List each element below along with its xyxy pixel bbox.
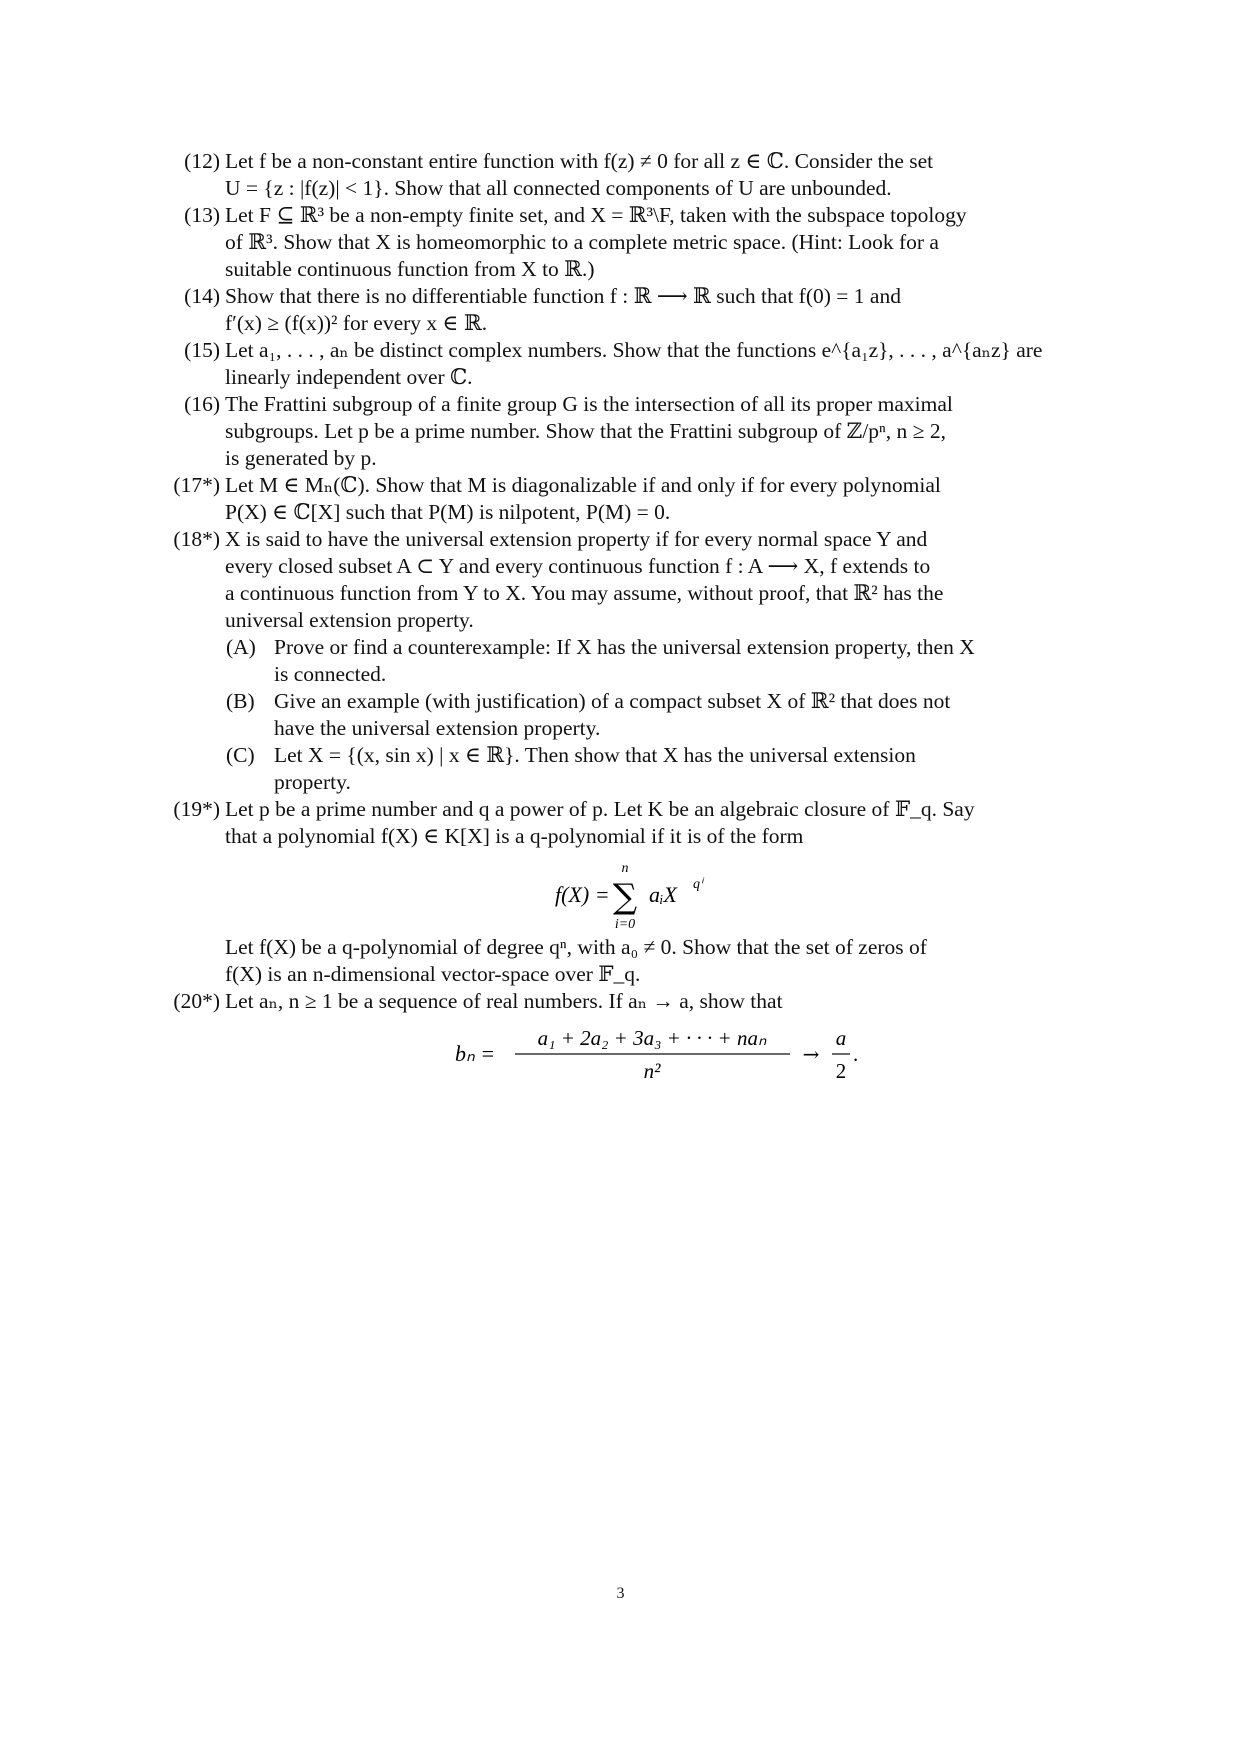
problem-number: (16) xyxy=(184,392,220,416)
problem-20 xyxy=(165,988,1095,1085)
problem-number: (15) xyxy=(184,338,220,362)
problem-number: (18*) xyxy=(173,527,220,551)
text-line: Let f be a non-constant entire function with f(z) ≠ 0 for all z ∈ ℂ. Consider the set xyxy=(225,149,934,173)
subpart-number: (C) xyxy=(226,743,255,767)
text-line: P(X) ∈ ℂ[X] such that P(M) is nilpotent, P(M) = 0. xyxy=(225,500,671,524)
text-line: The Frattini subgroup of a finite group G is the intersection of all its proper maximal xyxy=(225,392,953,416)
fraction-numerator: a₁ + 2a₂ + 3a₃ + · · · + naₙ xyxy=(537,1026,767,1050)
text-line: X is said to have the universal extension property if for every normal space Y and xyxy=(225,527,928,551)
text-line: every closed subset A ⊂ Y and every continuous function f : A ⟶ X, f extends to xyxy=(225,554,931,578)
limit-arrow: → xyxy=(802,1042,820,1066)
rhs-denominator: 2 xyxy=(835,1059,847,1083)
page-number: 3 xyxy=(616,1585,625,1602)
problem-number: (19*) xyxy=(173,797,220,821)
problem-15 xyxy=(165,337,1095,391)
problem-14 xyxy=(165,283,1095,337)
problem-16 xyxy=(165,391,1095,472)
problem-19 xyxy=(165,796,1095,988)
formula-svg xyxy=(225,1023,1095,1085)
formula-period: . xyxy=(853,1042,859,1066)
text-line: Give an example (with justification) of a compact subset X of ℝ² that does not xyxy=(274,689,951,713)
sum-term: aᵢX xyxy=(649,882,677,907)
text-line: Let f(X) be a q-polynomial of degree qⁿ, with a₀ ≠ 0. Show that the set of zeros of xyxy=(225,935,927,959)
text-line: universal extension property. xyxy=(225,608,474,632)
text-line: Let aₙ, n ≥ 1 be a sequence of real numbers. If aₙ → a, show that xyxy=(225,989,783,1013)
problem-number: (13) xyxy=(184,203,220,227)
problem-17 xyxy=(165,472,1095,526)
rhs-numerator: a xyxy=(835,1026,847,1050)
cesaro-limit-formula xyxy=(225,1023,1095,1085)
text-line: subgroups. Let p be a prime number. Show that the Frattini subgroup of ℤ/pⁿ, n ≥ 2, xyxy=(225,419,946,443)
q-polynomial-formula xyxy=(225,858,1095,928)
text-line: Let F ⊆ ℝ³ be a non-empty finite set, and X = ℝ³\F, taken with the subspace topology xyxy=(225,203,967,227)
text-line: Show that there is no differentiable function f : ℝ ⟶ ℝ such that f(0) = 1 and xyxy=(225,284,901,308)
problem-number: (12) xyxy=(184,149,220,173)
problem-number: (20*) xyxy=(173,989,220,1013)
subpart-a xyxy=(225,634,1095,688)
text-line: linearly independent over ℂ. xyxy=(225,365,473,389)
sum-symbol: ∑ xyxy=(612,877,638,917)
fraction-denominator: n² xyxy=(643,1059,661,1083)
text-line: suitable continuous function from X to ℝ.) xyxy=(225,257,595,281)
term-exponent: qⁱ xyxy=(693,877,703,892)
sum-upper-limit: n xyxy=(621,861,629,876)
subpart-number: (B) xyxy=(226,689,255,713)
text-line: property. xyxy=(274,770,351,794)
text-line: is connected. xyxy=(274,662,387,686)
formula-lhs: bₙ = xyxy=(455,1041,496,1066)
text-line: Prove or find a counterexample: If X has the universal extension property, then X xyxy=(274,635,975,659)
problem-list xyxy=(165,148,1095,1091)
text-line: have the universal extension property. xyxy=(274,716,601,740)
text-line: of ℝ³. Show that X is homeomorphic to a complete metric space. (Hint: Look for a xyxy=(225,230,939,254)
sum-lower-limit: i=0 xyxy=(614,917,636,928)
problem-12 xyxy=(165,148,1095,202)
text-line: f(X) is an n-dimensional vector-space over 𝔽_q. xyxy=(225,962,641,986)
formula-svg xyxy=(225,858,1095,928)
problem-18 xyxy=(165,526,1095,796)
problem-13 xyxy=(165,202,1095,283)
text-line: is generated by p. xyxy=(225,446,377,470)
text-line: U = {z : |f(z)| < 1}. Show that all connected components of U are unbounded. xyxy=(225,176,892,200)
formula-lhs: f(X) = xyxy=(555,882,610,907)
subpart-number: (A) xyxy=(226,635,256,659)
text-line: Let a₁, . . . , aₙ be distinct complex numbers. Show that the functions e^{a₁z}, . . . , a^{aₙz} are xyxy=(225,338,1043,362)
subpart-b xyxy=(225,688,1095,742)
text-line: Let p be a prime number and q a power of p. Let K be an algebraic closure of 𝔽_q. Say xyxy=(225,797,975,821)
text-line: f′(x) ≥ (f(x))² for every x ∈ ℝ. xyxy=(225,311,488,335)
text-line: Let X = {(x, sin x) | x ∈ ℝ}. Then show that X has the universal extension xyxy=(274,743,916,767)
text-line: that a polynomial f(X) ∈ K[X] is a q-polynomial if it is of the form xyxy=(225,824,804,848)
text-line: Let M ∈ Mₙ(ℂ). Show that M is diagonalizable if and only if for every polynomial xyxy=(225,473,941,497)
problem-number: (14) xyxy=(184,284,220,308)
text-line: a continuous function from Y to X. You may assume, without proof, that ℝ² has the xyxy=(225,581,944,605)
problem-number: (17*) xyxy=(173,473,220,497)
subpart-c xyxy=(225,742,1095,796)
